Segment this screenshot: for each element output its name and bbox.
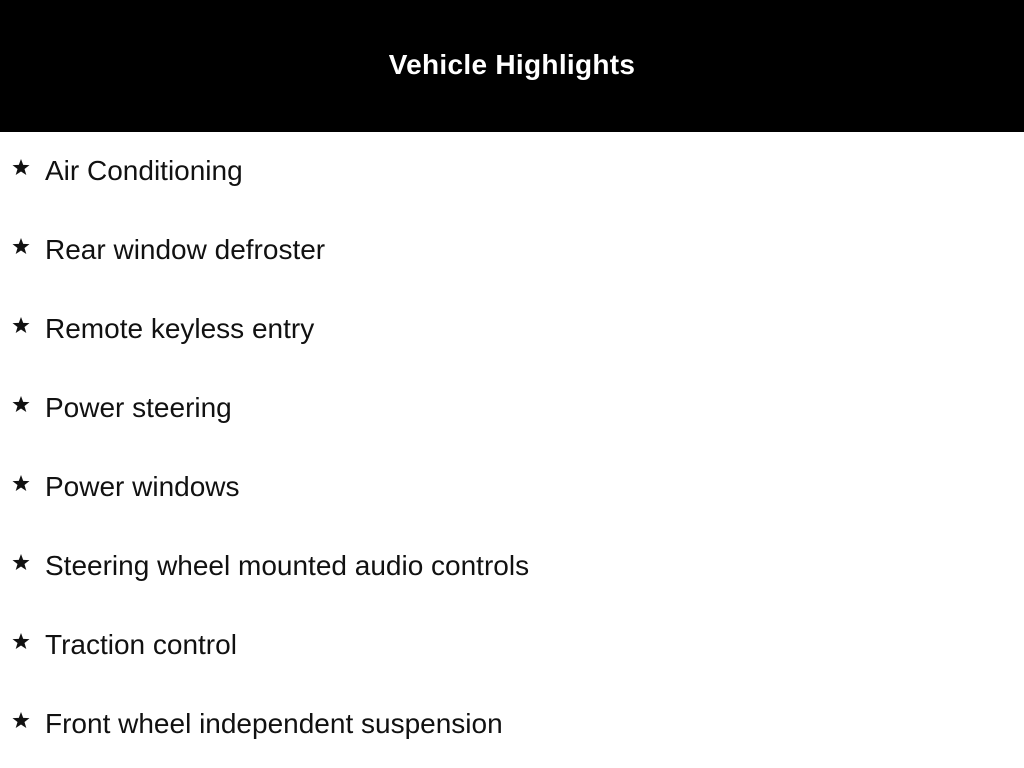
star-icon <box>11 631 31 651</box>
list-item <box>0 606 1024 685</box>
star-icon <box>11 236 31 256</box>
highlights-list <box>0 132 1024 764</box>
list-item <box>0 685 1024 764</box>
highlight-label: Power windows <box>45 471 240 502</box>
highlight-label: Rear window defroster <box>45 234 326 265</box>
highlight-label: Traction control <box>45 629 237 660</box>
list-item <box>0 527 1024 606</box>
star-icon <box>11 710 31 730</box>
star-icon <box>11 394 31 414</box>
highlight-label: Front wheel independent suspension <box>45 708 503 739</box>
highlight-label: Air Conditioning <box>45 155 243 186</box>
list-item <box>0 211 1024 290</box>
header-bar <box>0 0 1024 132</box>
highlight-label: Steering wheel mounted audio controls <box>45 550 530 581</box>
list-item <box>0 448 1024 527</box>
list-item <box>0 132 1024 211</box>
star-icon <box>11 473 31 493</box>
page-title: Vehicle Highlights <box>388 49 636 80</box>
highlight-label: Remote keyless entry <box>45 313 315 344</box>
star-icon <box>11 552 31 572</box>
list-item <box>0 369 1024 448</box>
list-item <box>0 290 1024 369</box>
star-icon <box>11 157 31 177</box>
star-icon <box>11 315 31 335</box>
highlight-label: Power steering <box>45 392 232 423</box>
